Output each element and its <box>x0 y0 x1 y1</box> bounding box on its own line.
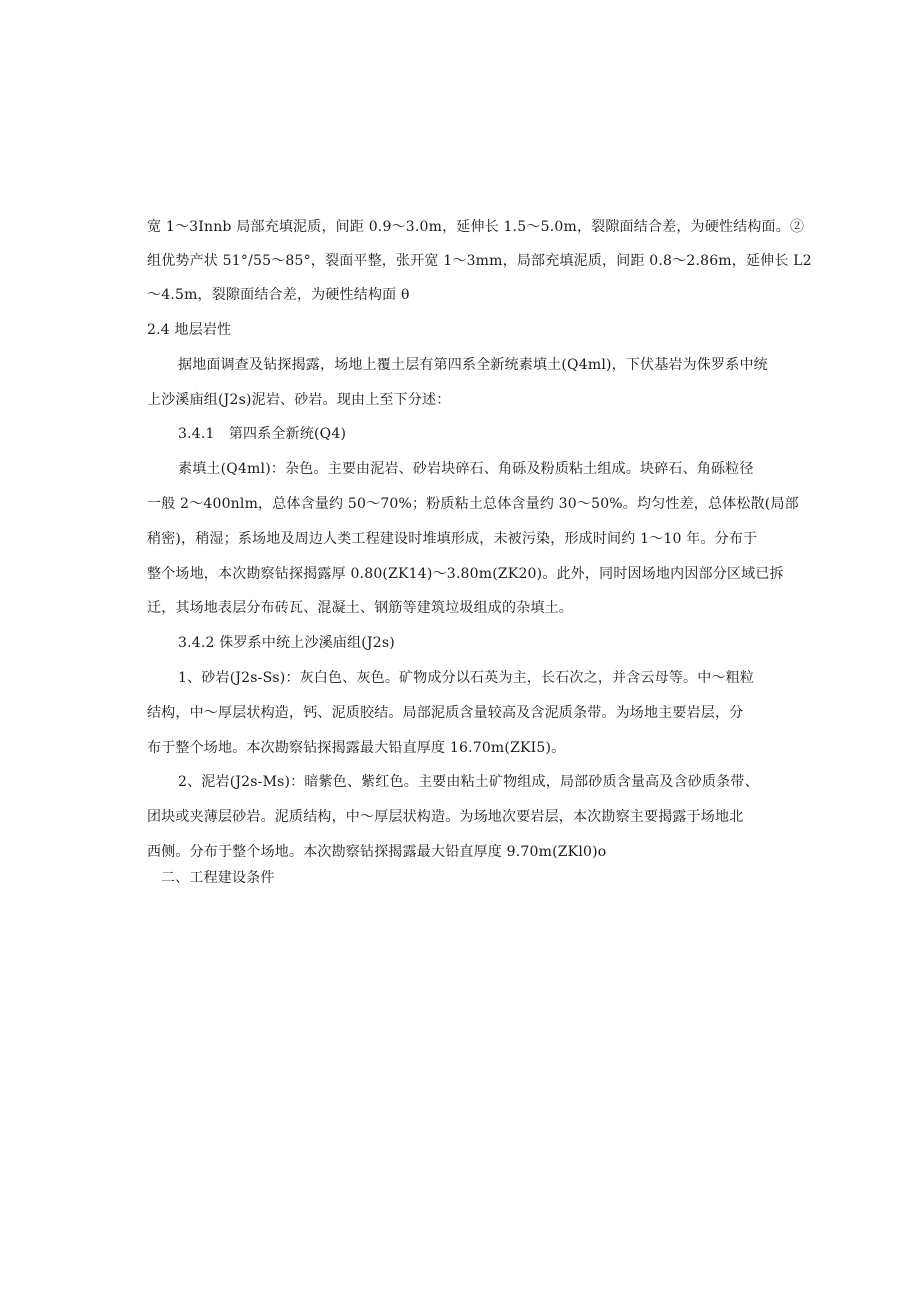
section-heading-2-4: 2.4 地层岩性 <box>147 322 232 338</box>
paragraph-line-19: 西侧。分布于整个场地。本次勘察钻探揭露最大铅直厚度 9.70m(ZKl0)o <box>147 844 607 860</box>
paragraph-line-9: 一般 2～400nlm，总体含量约 50～70%；粉质粘土总体含量约 30～50%。均匀性差，总体松散(局部 <box>147 496 799 512</box>
paragraph-line-8: 素填土(Q4ml)：杂色。主要由泥岩、砂岩块碎石、角砾及粉质粘土组成。块碎石、角砾粒径 <box>178 461 754 477</box>
paragraph-line-10: 稍密)，稍湿；系场地及周边人类工程建设时堆填形成，未被污染，形成时间约 1～10 年。分布于 <box>147 531 758 547</box>
paragraph-line-15: 结构，中～厚层状构造，钙、泥质胶结。局部泥质含量较高及含泥质条带。为场地主要岩层，分 <box>147 705 744 721</box>
chapter-heading-engineering-conditions: 二、工程建设条件 <box>161 870 275 886</box>
paragraph-line-3: ～4.5m，裂隙面结合差，为硬性结构面 θ <box>147 287 410 303</box>
paragraph-line-18: 团块或夹薄层砂岩。泥质结构，中～厚层状构造。为场地次要岩层，本次勘察主要揭露于场地北 <box>147 809 744 825</box>
subsection-heading-3-4-1: 3.4.1 第四系全新统(Q4) <box>178 426 347 442</box>
subsection-heading-3-4-2: 3.4.2 侏罗系中统上沙溪庙组(J2s) <box>178 635 395 651</box>
paragraph-line-17: 2、泥岩(J2s-Ms)：暗紫色、紫红色。主要由粘土矿物组成，局部砂质含量高及含砂质条带、 <box>178 774 759 790</box>
paragraph-line-14: 1、砂岩(J2s-Ss)：灰白色、灰色。矿物成分以石英为主，长石次之，并含云母等。中～粗粒 <box>178 670 755 686</box>
paragraph-line-2: 组优势产状 51°/55～85°，裂面平整，张开宽 1～3mm，局部充填泥质，间距 0.8～2.86m，延伸长 L2 <box>147 253 812 269</box>
paragraph-line-11: 整个场地，本次勘察钻探揭露厚 0.80(ZK14)～3.80m(ZK20)。此外，同时因场地内因部分区域已拆 <box>147 566 784 582</box>
paragraph-line-1: 宽 1～3Innb 局部充填泥质，间距 0.9～3.0m，延伸长 1.5～5.0m，裂隙面结合差，为硬性结构面。② <box>147 219 805 235</box>
paragraph-line-12: 迁，其场地表层分布砖瓦、混凝土、钢筋等建筑垃圾组成的杂填土。 <box>147 600 573 616</box>
paragraph-line-6: 上沙溪庙组(J2s)泥岩、砂岩。现由上至下分述： <box>147 392 451 408</box>
paragraph-line-5: 据地面调查及钻探揭露，场地上覆土层有第四系全新统素填土(Q4ml)，下伏基岩为侏罗系中统 <box>178 357 768 373</box>
paragraph-line-16: 布于整个场地。本次勘察钻探揭露最大铅直厚度 16.70m(ZKI5)。 <box>147 740 566 756</box>
